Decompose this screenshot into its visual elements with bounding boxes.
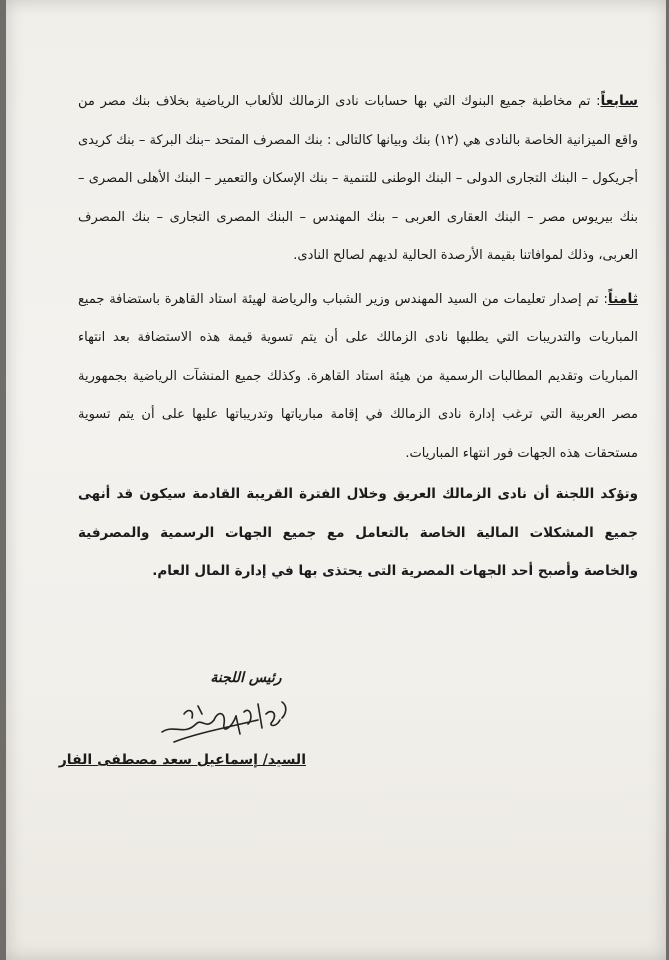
paragraph-text-eighth: : تم إصدار تعليمات من السيد المهندس وزير الشباب والرياضة لهيئة استاد القاهرة باستضافة جميع المباريات والتدريبات التي يطلبها نادى الزمالك على أن يتم تسوية قيمة هذه الاستضافة بعد انتهاء المباريات وتقديم المطالبات الرسمية من هيئة استاد القاهرة. وكذلك جميع المنشآت الرياضية بجمهورية مصر العربية التي ترغب إدارة نادى الزمالك في إقامة مبارياتها وتدريباتها عليها على أن يتم تسوية مستحقات هذه الجهات فور انتهاء المباريات. bbox=[78, 291, 638, 461]
signatory-name: السيد/ إسماعيل سعد مصطفى الفار bbox=[58, 752, 306, 768]
signature-title: رئيس اللجنة bbox=[210, 670, 282, 686]
paragraph-seventh bbox=[78, 82, 638, 276]
document-page bbox=[6, 0, 666, 960]
handwritten-signature bbox=[154, 684, 304, 754]
document-body bbox=[78, 82, 638, 591]
paragraph-lead-eighth: ثامناً bbox=[607, 290, 638, 307]
paragraph-text-seventh: : تم مخاطبة جميع البنوك التي بها حسابات نادى الزمالك للألعاب الرياضية بخلاف بنك مصر من واقع الميزانية الخاصة بالنادى هي (١٢) بنك وبيانها كالتالى : بنك المصرف المتحد –بنك البركة – بنك كريدى أجريكول – البنك التجارى الدولى – البنك الوطنى للتنمية – بنك الإسكان والتعمير – البنك الأهلى المصرى – بنك بيريوس مصر – البنك العقارى العربى – بنك المهندس – البنك المصرى التجارى – بنك المصرف العربى، وذلك لموافاتنا بقيمة الأرصدة الحالية لديهم لصالح النادى. bbox=[78, 94, 638, 263]
paragraph-lead-seventh: سابعاً bbox=[600, 93, 638, 109]
paragraph-eighth bbox=[78, 280, 638, 474]
paragraph-conclusion: وتؤكد اللجنة أن نادى الزمالك العريق وخلال الفترة القريبة القادمة سيكون قد أنهى جميع المشكلات المالية الخاصة بالتعامل مع جميع الجهات الرسمية والمصرفية والخاصة وأصبح أحد الجهات المصرية التى يحتذى بها في إدارة المال العام. bbox=[78, 486, 638, 579]
